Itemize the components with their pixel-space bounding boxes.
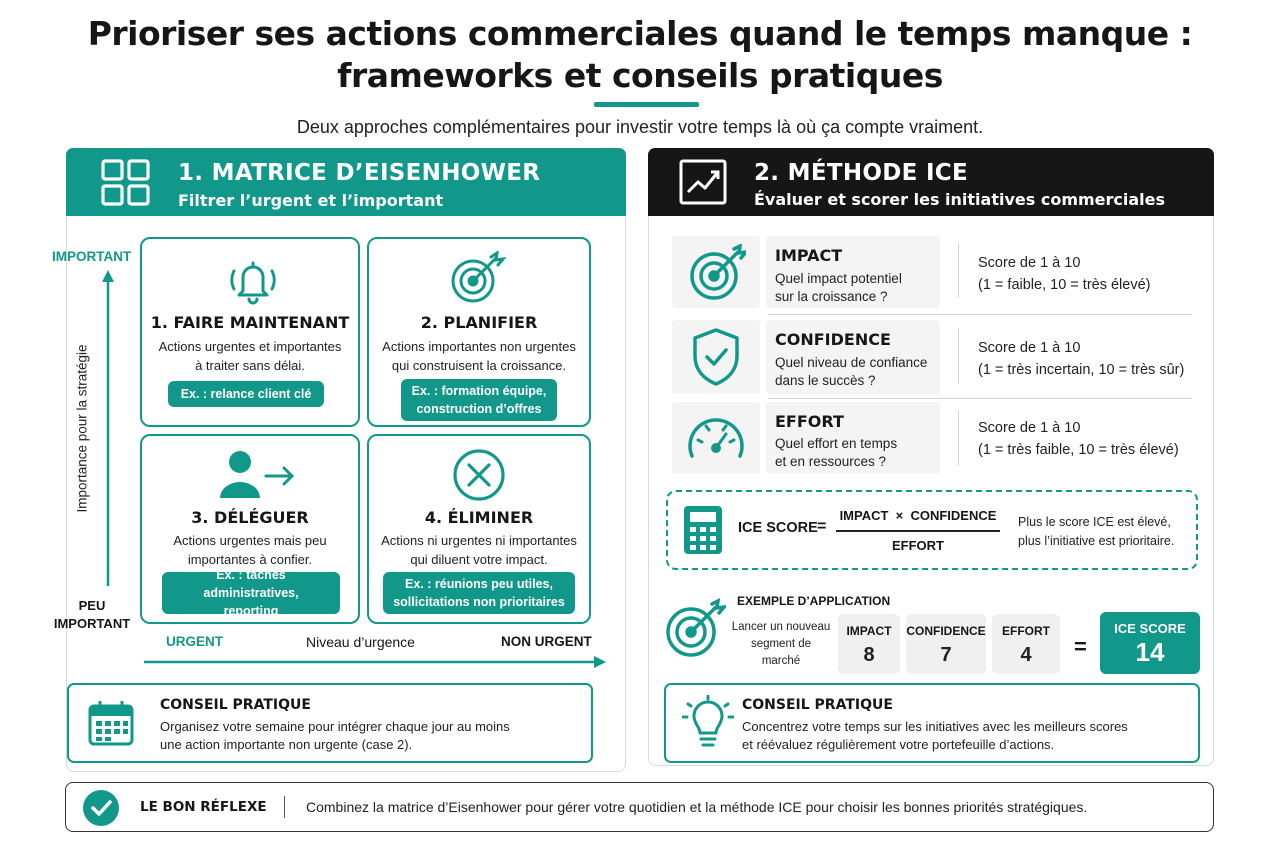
quadrant-desc: Actions importantes non urgentes qui construisent la croissance. xyxy=(382,339,576,373)
chip-label: IMPACT xyxy=(846,624,892,638)
divider xyxy=(958,244,959,298)
quadrant-title: 1. FAIRE MAINTENANT xyxy=(150,313,350,332)
ice-criterion-label: IMPACT xyxy=(775,246,843,265)
eisenhower-header xyxy=(66,148,626,216)
formula-denominator: EFFORT xyxy=(892,538,944,553)
formula-numerator: IMPACT × CONFIDENCE xyxy=(839,508,997,523)
tip-title: CONSEIL PRATIQUE xyxy=(742,697,893,713)
formula-note: Plus le score ICE est élevé, plus l’initiative est prioritaire. xyxy=(1018,515,1175,548)
divider xyxy=(768,314,1192,315)
axis-x-right-label: NON URGENT xyxy=(501,634,592,649)
example-impact-chip xyxy=(838,614,900,674)
chip-label: EFFORT xyxy=(1002,624,1050,638)
axis-y-bottom-label: PEU IMPORTANT xyxy=(53,598,131,631)
confidence-icon-box xyxy=(672,320,760,394)
chip-label: CONFIDENCE xyxy=(906,624,986,638)
impact-desc-box xyxy=(766,236,940,308)
ice-criterion-label: CONFIDENCE xyxy=(775,330,891,349)
divider xyxy=(958,328,959,384)
ice-title: 2. MÉTHODE ICE xyxy=(754,160,968,186)
quadrant-example: Ex. : relance client clé xyxy=(168,381,324,407)
quadrant-eliminate xyxy=(367,434,591,624)
calendar-icon xyxy=(87,699,135,747)
footer-text: Combinez la matrice d’Eisenhower pour gérer votre quotidien et la méthode ICE pour choisir les bonnes priorités stratégiques. xyxy=(306,799,1088,815)
axis-x-label: Niveau d’urgence xyxy=(306,634,415,650)
ice-criterion-question: Quel impact potentiel sur la croissance ? xyxy=(775,271,902,304)
ice-header xyxy=(648,148,1214,216)
ice-criterion-label: EFFORT xyxy=(775,412,844,431)
quadrant-desc: Actions urgentes mais peu importantes à confier. xyxy=(173,533,327,567)
confidence-desc-box xyxy=(766,320,940,394)
page-title-line1: Prioriser ses actions commerciales quand le temps manque : xyxy=(87,14,1193,53)
shield-check-icon xyxy=(690,326,742,388)
example-equals: = xyxy=(1074,634,1087,659)
bell-icon xyxy=(224,255,282,305)
quadrant-delegate xyxy=(140,434,360,624)
divider xyxy=(284,796,285,818)
gauge-icon xyxy=(686,412,746,464)
eisenhower-tip xyxy=(67,683,593,763)
quadrant-title: 3. DÉLÉGUER xyxy=(191,508,309,527)
quadrant-example: Ex. : réunions peu utiles, sollicitations non prioritaires xyxy=(383,572,575,614)
check-circle-icon xyxy=(83,790,119,826)
axis-x-arrow xyxy=(144,654,606,670)
delegate-icon xyxy=(216,448,298,500)
quadrant-desc: Actions urgentes et importantes à traiter sans délai. xyxy=(158,339,342,373)
chip-value: 7 xyxy=(940,644,952,666)
eisenhower-subtitle: Filtrer l’urgent et l’important xyxy=(178,191,444,210)
eisenhower-title: 1. MATRICE D’EISENHOWER xyxy=(178,160,541,186)
example-effort-chip xyxy=(992,614,1060,674)
ice-tip xyxy=(664,683,1200,763)
quadrant-example: Ex. : formation équipe, construction d’offres xyxy=(401,379,557,421)
quadrant-plan xyxy=(367,237,591,427)
footer-banner xyxy=(65,782,1214,832)
effort-icon-box xyxy=(672,402,760,474)
target-icon xyxy=(688,244,746,302)
tip-text: Organisez votre semaine pour intégrer chaque jour au moins une action importante non urgente (case 2). xyxy=(160,719,510,752)
chip-value: 4 xyxy=(1020,644,1032,666)
divider xyxy=(958,410,959,466)
tip-text: Concentrez votre temps sur les initiatives avec les meilleurs scores et réévaluez régulièrement votre portefeuille d’actions. xyxy=(742,719,1128,752)
page-subtitle: Deux approches complémentaires pour investir votre temps là où ça compte vraiment. xyxy=(296,117,984,137)
tip-title: CONSEIL PRATIQUE xyxy=(160,697,311,713)
impact-icon-box xyxy=(672,236,760,308)
quadrant-desc: Actions ni urgentes ni importantes qui diluent votre impact. xyxy=(381,533,577,567)
ice-formula-box xyxy=(666,490,1198,570)
ice-criterion-question: Quel niveau de confiance dans le succès ? xyxy=(775,355,928,388)
axis-x-left-label: URGENT xyxy=(166,634,223,649)
ice-criterion-scale: Score de 1 à 10 (1 = très faible, 10 = très élevé) xyxy=(978,420,1179,458)
quadrant-title: 4. ÉLIMINER xyxy=(424,508,534,527)
grid-icon xyxy=(100,158,152,208)
ice-subtitle: Évaluer et scorer les initiatives commerciales xyxy=(754,190,1166,209)
example-description: Lancer un nouveau segment de marché xyxy=(731,621,831,667)
quadrant-title: 2. PLANIFIER xyxy=(420,313,538,332)
effort-desc-box xyxy=(766,402,940,474)
target-icon xyxy=(449,251,507,305)
quadrant-do-now xyxy=(140,237,360,427)
result-label: ICE SCORE xyxy=(1114,621,1186,636)
ice-criterion-scale: Score de 1 à 10 (1 = faible, 10 = très élevé) xyxy=(978,255,1151,293)
quadrant-example: Ex. : tâches administratives, reporting xyxy=(162,572,340,614)
example-result xyxy=(1100,612,1200,674)
example-title: EXEMPLE D’APPLICATION xyxy=(737,594,891,608)
ice-score-label: ICE SCORE xyxy=(738,520,818,536)
axis-y-arrow xyxy=(98,270,118,586)
lightbulb-icon xyxy=(682,695,734,751)
ice-criterion-scale: Score de 1 à 10 (1 = très incertain, 10 = très sûr) xyxy=(978,340,1185,378)
axis-y-label: Importance pour la stratégie xyxy=(74,344,90,513)
title-underline xyxy=(594,102,699,107)
result-value: 14 xyxy=(1135,637,1165,667)
chart-up-icon xyxy=(678,158,728,206)
axis-y-top-label: IMPORTANT xyxy=(52,249,132,264)
example-confidence-chip xyxy=(906,614,986,674)
chip-value: 8 xyxy=(863,644,875,666)
ice-criterion-question: Quel effort en temps et en ressources ? xyxy=(775,436,898,469)
formula-equals: = xyxy=(817,518,827,535)
divider xyxy=(768,398,1192,399)
calculator-icon xyxy=(682,504,724,556)
fraction-bar xyxy=(836,530,1000,532)
cross-circle-icon xyxy=(451,448,507,502)
footer-label: LE BON RÉFLEXE xyxy=(140,799,267,815)
page-title-line2: frameworks et conseils pratiques xyxy=(337,56,943,95)
target-icon xyxy=(664,598,726,660)
